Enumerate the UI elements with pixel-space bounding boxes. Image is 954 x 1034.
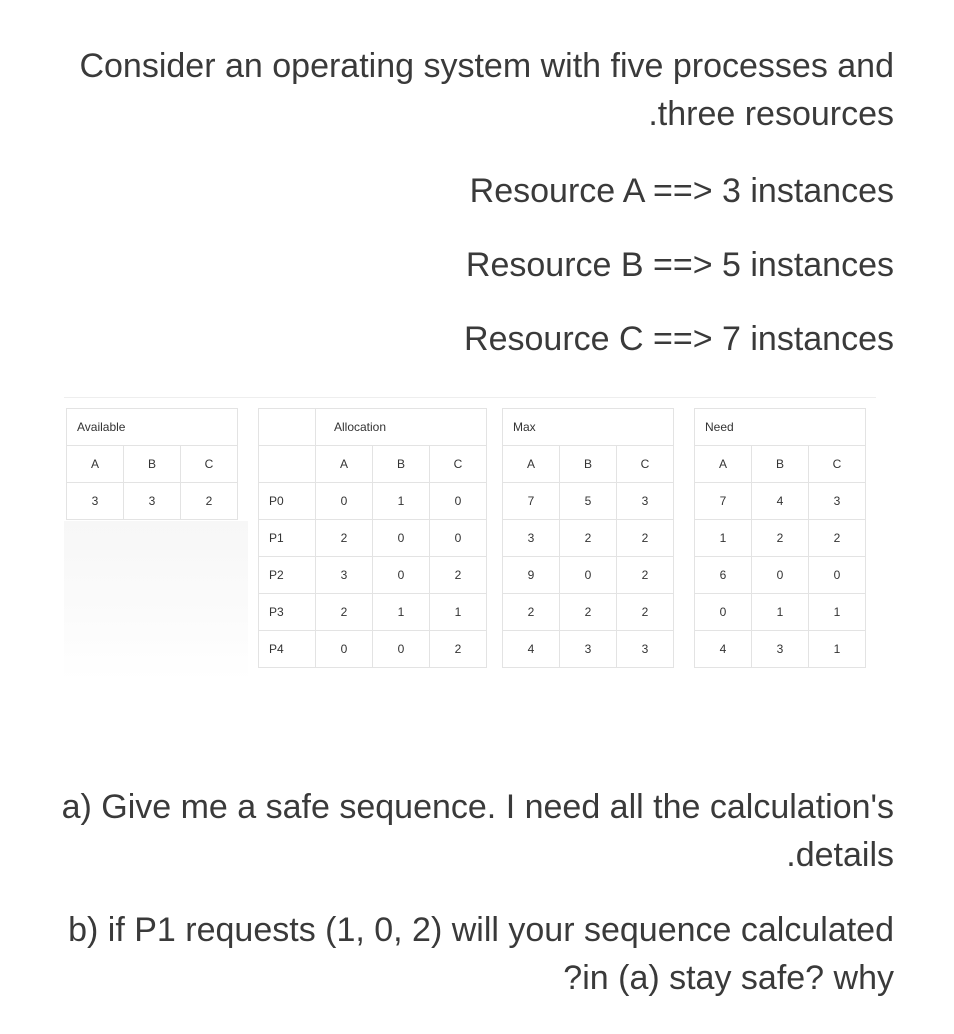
process-label: P4 (259, 631, 316, 668)
max-cell: 2 (617, 594, 674, 631)
max-title: Max (503, 409, 674, 446)
allocation-col-header: C (430, 446, 487, 483)
max-col-header: C (617, 446, 674, 483)
table-row (503, 594, 674, 631)
allocation-corner (259, 446, 316, 483)
question-a (62, 783, 894, 879)
need-cell: 1 (752, 594, 809, 631)
need-cell: 2 (752, 520, 809, 557)
allocation-cell: 2 (430, 557, 487, 594)
need-col-header: C (809, 446, 866, 483)
table-row (503, 520, 674, 557)
table-row (503, 557, 674, 594)
max-cell: 9 (503, 557, 560, 594)
need-col-header: B (752, 446, 809, 483)
allocation-cell: 2 (316, 520, 373, 557)
max-cell: 3 (560, 631, 617, 668)
allocation-cell: 3 (316, 557, 373, 594)
allocation-cell: 1 (373, 594, 430, 631)
shaded-background (64, 521, 248, 681)
allocation-cell: 1 (430, 594, 487, 631)
available-table (66, 408, 238, 520)
need-table (694, 408, 866, 668)
allocation-cell: 0 (430, 483, 487, 520)
resource-c-text: Resource C ==> 7 instances (464, 320, 894, 358)
allocation-corner (259, 409, 316, 446)
question-b (68, 906, 894, 1002)
allocation-cell: 0 (373, 631, 430, 668)
max-col-header: B (560, 446, 617, 483)
allocation-cell: 2 (430, 631, 487, 668)
max-cell: 3 (617, 631, 674, 668)
allocation-table (258, 408, 487, 668)
allocation-cell: 0 (316, 483, 373, 520)
need-cell: 0 (809, 557, 866, 594)
process-label: P2 (259, 557, 316, 594)
intro-line-2: .three resources (648, 95, 894, 133)
need-title: Need (695, 409, 866, 446)
allocation-title: Allocation (316, 409, 487, 446)
max-cell: 3 (617, 483, 674, 520)
need-cell: 0 (695, 594, 752, 631)
max-cell: 2 (560, 520, 617, 557)
resource-a-text: Resource A ==> 3 instances (469, 172, 894, 210)
intro-text (79, 42, 894, 138)
max-col-header: A (503, 446, 560, 483)
available-value: 2 (181, 483, 238, 520)
max-cell: 3 (503, 520, 560, 557)
need-cell: 3 (809, 483, 866, 520)
table-row (259, 483, 487, 520)
table-row (695, 631, 866, 668)
need-cell: 0 (752, 557, 809, 594)
allocation-cell: 1 (373, 483, 430, 520)
need-cell: 1 (809, 631, 866, 668)
need-cell: 1 (695, 520, 752, 557)
available-value: 3 (124, 483, 181, 520)
table-row (695, 483, 866, 520)
allocation-cell: 2 (316, 594, 373, 631)
max-cell: 2 (617, 557, 674, 594)
question-a-line-2: .details (786, 836, 894, 874)
available-col-header: C (181, 446, 238, 483)
allocation-cell: 0 (430, 520, 487, 557)
table-row (503, 483, 674, 520)
table-row (259, 520, 487, 557)
table-row (259, 594, 487, 631)
max-cell: 2 (560, 594, 617, 631)
allocation-cell: 0 (316, 631, 373, 668)
max-cell: 2 (617, 520, 674, 557)
table-row (259, 631, 487, 668)
process-label: P1 (259, 520, 316, 557)
max-cell: 0 (560, 557, 617, 594)
table-row (695, 520, 866, 557)
need-cell: 4 (695, 631, 752, 668)
need-cell: 7 (695, 483, 752, 520)
need-cell: 4 (752, 483, 809, 520)
need-col-header: A (695, 446, 752, 483)
process-label: P0 (259, 483, 316, 520)
max-cell: 7 (503, 483, 560, 520)
max-cell: 2 (503, 594, 560, 631)
table-row (695, 557, 866, 594)
available-col-header: A (67, 446, 124, 483)
table-row (695, 594, 866, 631)
max-cell: 5 (560, 483, 617, 520)
available-col-header: B (124, 446, 181, 483)
table-row (503, 631, 674, 668)
allocation-cell: 0 (373, 557, 430, 594)
question-b-line-2: ?in (a) stay safe? why (563, 959, 894, 997)
intro-line-1: Consider an operating system with five processes and (79, 47, 894, 85)
allocation-col-header: B (373, 446, 430, 483)
available-value: 3 (67, 483, 124, 520)
question-b-line-1: b) if P1 requests (1, 0, 2) will your sequence calculated (68, 911, 894, 949)
resource-b-text: Resource B ==> 5 instances (465, 246, 894, 284)
allocation-cell: 0 (373, 520, 430, 557)
need-cell: 6 (695, 557, 752, 594)
need-cell: 3 (752, 631, 809, 668)
max-table (502, 408, 674, 668)
allocation-col-header: A (316, 446, 373, 483)
process-label: P3 (259, 594, 316, 631)
table-row (259, 557, 487, 594)
available-title: Available (67, 409, 238, 446)
max-cell: 4 (503, 631, 560, 668)
need-cell: 1 (809, 594, 866, 631)
need-cell: 2 (809, 520, 866, 557)
question-a-line-1: a) Give me a safe sequence. I need all the calculation's (61, 788, 894, 826)
